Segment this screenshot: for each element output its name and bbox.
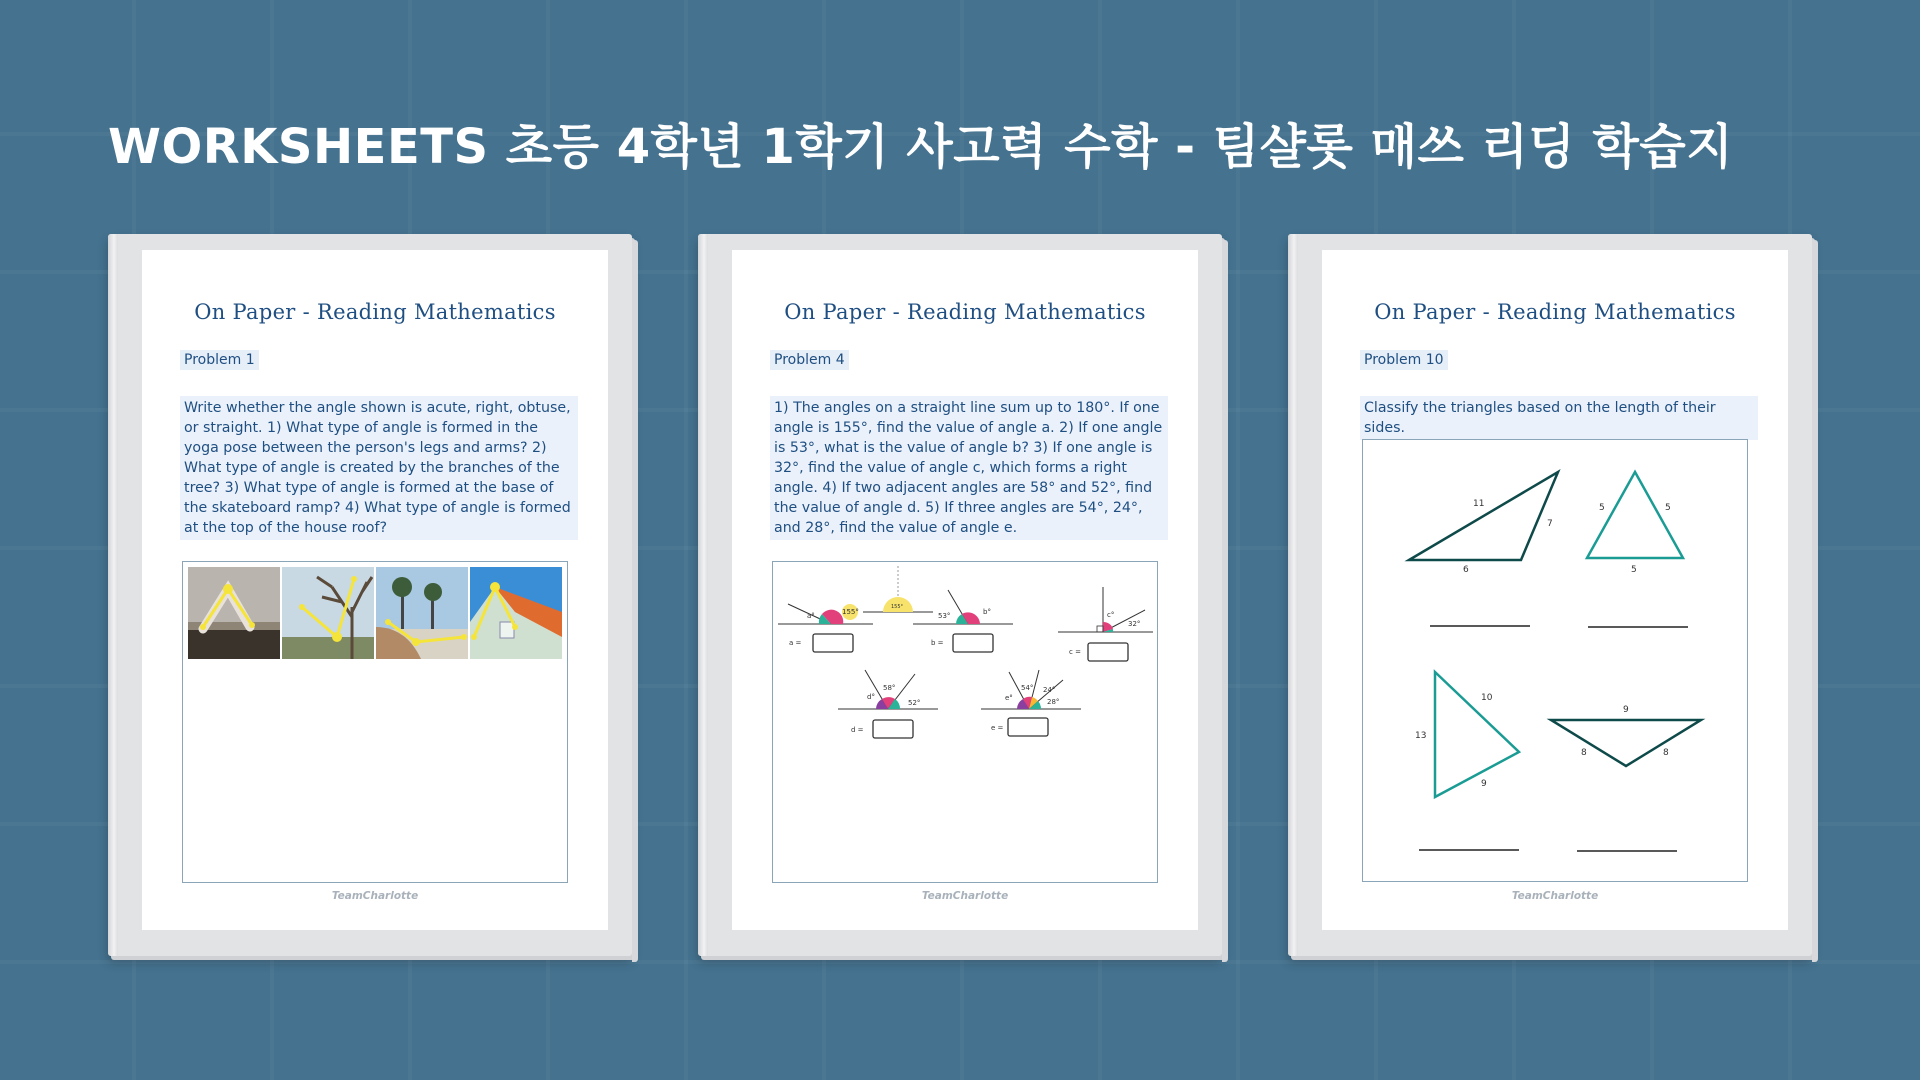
problem-text: 1) The angles on a straight line sum up to 180°. If one angle is 155°, find the value of angle a. 2) If one angle is 53°, what is the value of angle b? 3) If one angle is 32°, find the value of angle c, which forms a right angle. 4) If two adjacent angles are 58° and 52°, find the value of angle d. 5) If three angles are 54°, 24°, and 28°, find the value of angle e.: [770, 396, 1168, 540]
angle-a-label: a°: [807, 612, 815, 620]
triangle-2: [1587, 472, 1683, 558]
t2-side-a: 5: [1599, 503, 1605, 513]
answer-box-d[interactable]: [873, 720, 913, 738]
worksheet-title: On Paper - Reading Mathematics: [784, 300, 1146, 324]
triangle-diagram-frame: [1362, 439, 1748, 882]
c-eq: c =: [1069, 648, 1081, 656]
teamcharlotte-logo: TeamCharlotte: [1511, 890, 1599, 902]
worksheet-title: On Paper - Reading Mathematics: [194, 300, 556, 324]
worksheet-page: [142, 250, 608, 930]
worksheet-page: [732, 250, 1198, 930]
angle-e-given1: 54°: [1021, 684, 1034, 692]
teamcharlotte-logo: TeamCharlotte: [921, 890, 1009, 902]
answer-box-a[interactable]: [813, 634, 853, 652]
photo-frame: [182, 561, 568, 883]
house-roof-photo: [470, 567, 562, 659]
angle-e-label: e°: [1005, 694, 1013, 702]
angle-d-label: d°: [867, 693, 875, 701]
angle-a-given: 155°: [842, 608, 859, 616]
t2-side-b: 5: [1665, 503, 1671, 513]
problem-text: Classify the triangles based on the length of their sides.: [1360, 396, 1758, 440]
a-eq: a =: [789, 639, 802, 647]
page-title: WORKSHEETS 초등 4학년 1학기 사고력 수학 - 팀샬롯 매쓰 리딩 학습지: [108, 119, 1734, 175]
d-eq: d =: [851, 726, 864, 734]
t3-side-b: 13: [1415, 731, 1427, 741]
b-eq: b =: [931, 639, 944, 647]
t1-side-c: 6: [1463, 565, 1469, 575]
worksheet-title: On Paper - Reading Mathematics: [1374, 300, 1736, 324]
angle-d-given1: 58°: [883, 684, 896, 692]
angle-e-given3: 28°: [1047, 698, 1060, 706]
answer-box-b[interactable]: [953, 634, 993, 652]
answer-box-c[interactable]: [1088, 643, 1128, 661]
e-eq: e =: [991, 724, 1004, 732]
problem-label: Problem 10: [1360, 350, 1448, 370]
worksheet-page: [1322, 250, 1788, 930]
worksheet-card-2[interactable]: [698, 234, 1222, 956]
triangle-4: [1551, 720, 1701, 766]
angle-c-label: c°: [1107, 611, 1115, 619]
problem-text: Write whether the angle shown is acute, right, obtuse, or straight. 1) What type of angle is formed in the yoga pose between the person's legs and arms? 2) What type of angle is created by the branches of the tree? 3) What type of angle is formed at the base of the skateboard ramp? 4) What type of angle is formed at the top of the house roof?: [180, 396, 578, 540]
angle-diagram-frame: [772, 561, 1158, 883]
t3-side-c: 9: [1481, 779, 1487, 789]
problem-label: Problem 1: [180, 350, 259, 370]
angle-b-given: 53°: [938, 612, 951, 620]
answer-box-e[interactable]: [1008, 718, 1048, 736]
t1-side-b: 7: [1547, 519, 1553, 529]
worksheet-card-3[interactable]: [1288, 234, 1812, 956]
t4-side-a: 9: [1623, 705, 1629, 715]
photo-strip: [188, 567, 562, 659]
t4-side-c: 8: [1663, 748, 1669, 758]
t3-side-a: 10: [1481, 693, 1493, 703]
top-given: 155°: [891, 604, 904, 610]
angle-c-given: 32°: [1128, 620, 1141, 628]
triangle-3: [1435, 672, 1519, 797]
yoga-photo: [188, 567, 280, 659]
worksheet-card-1[interactable]: [108, 234, 632, 956]
t1-side-a: 11: [1473, 499, 1485, 509]
problem-label: Problem 4: [770, 350, 849, 370]
angle-d-given2: 52°: [908, 699, 921, 707]
angle-e-given2: 24°: [1043, 686, 1056, 694]
t2-side-c: 5: [1631, 565, 1637, 575]
angle-b-label: b°: [983, 608, 991, 616]
triangle-diagrams: [1363, 440, 1747, 881]
tree-photo: [282, 567, 374, 659]
skateboard-ramp-photo: [376, 567, 468, 659]
teamcharlotte-logo: TeamCharlotte: [331, 890, 419, 902]
t4-side-b: 8: [1581, 748, 1587, 758]
angle-diagrams: [773, 562, 1157, 882]
triangle-1: [1409, 472, 1558, 560]
